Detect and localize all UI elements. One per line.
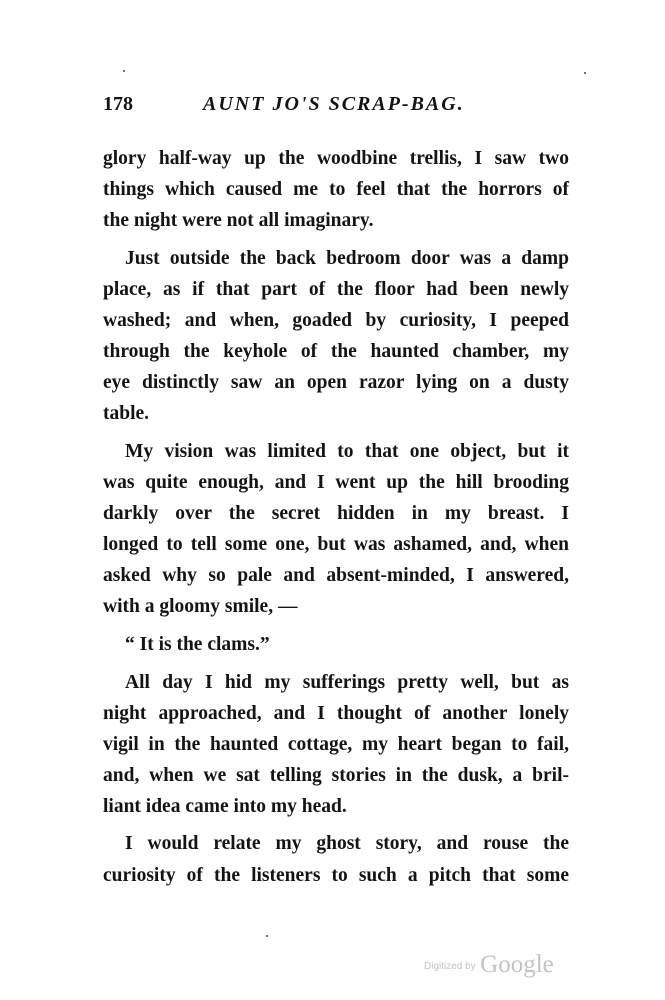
text-line: darkly over the secret hidden in my breast. I — [103, 503, 569, 525]
dust-speck — [584, 72, 586, 74]
text-line: Just outside the back bedroom door was a damp — [125, 247, 569, 269]
text-line: and, when we sat telling stories in the dusk, a bril- — [103, 764, 569, 786]
paragraph — [103, 143, 569, 236]
text-line: asked why so pale and absent-minded, I answered, — [103, 565, 569, 587]
paragraph — [103, 243, 569, 430]
text-line: longed to tell some one, but was ashamed, and, when — [103, 534, 569, 556]
text-line: “ It is the clams.” — [125, 633, 270, 655]
text-line: table. — [103, 403, 150, 425]
paragraph — [103, 667, 569, 822]
text-line: eye distinctly saw an open razor lying on a dusty — [103, 372, 569, 394]
text-line: My vision was limited to that one object, but it — [125, 440, 569, 462]
google-logo: Google — [480, 951, 554, 978]
text-line: washed; and when, goaded by curiosity, I peeped — [103, 309, 569, 331]
text-line: through the keyhole of the haunted chamber, my — [103, 341, 569, 363]
watermark-prefix: Digitized by — [424, 961, 476, 972]
text-line: liant idea came into my head. — [103, 795, 347, 817]
running-title: AUNT JO'S SCRAP-BAG. — [203, 93, 465, 115]
page-header — [103, 93, 573, 123]
paragraph — [103, 629, 569, 660]
text-line: glory half-way up the woodbine trellis, I saw two — [103, 148, 569, 169]
page-number: 178 — [103, 93, 133, 115]
digitized-watermark — [424, 951, 554, 979]
text-line: All day I hid my sufferings pretty well, but as — [125, 671, 569, 693]
dust-speck — [123, 70, 125, 72]
paragraph — [103, 828, 569, 890]
body-text — [103, 143, 569, 897]
text-line: was quite enough, and I went up the hill brooding — [103, 471, 569, 493]
dust-speck — [266, 935, 268, 937]
text-line: curiosity of the listeners to such a pitch that some — [103, 864, 569, 886]
text-line: vigil in the haunted cottage, my heart began to fail, — [103, 733, 569, 755]
text-line: place, as if that part of the floor had been newly — [103, 278, 569, 300]
text-line: things which caused me to feel that the horrors of — [103, 179, 569, 201]
text-line: night approached, and I thought of another lonely — [103, 702, 569, 724]
paragraph — [103, 436, 569, 623]
text-line: with a gloomy smile, — — [103, 596, 298, 618]
text-line: the night were not all imaginary. — [103, 210, 374, 232]
text-line: I would relate my ghost story, and rouse the — [125, 833, 569, 855]
